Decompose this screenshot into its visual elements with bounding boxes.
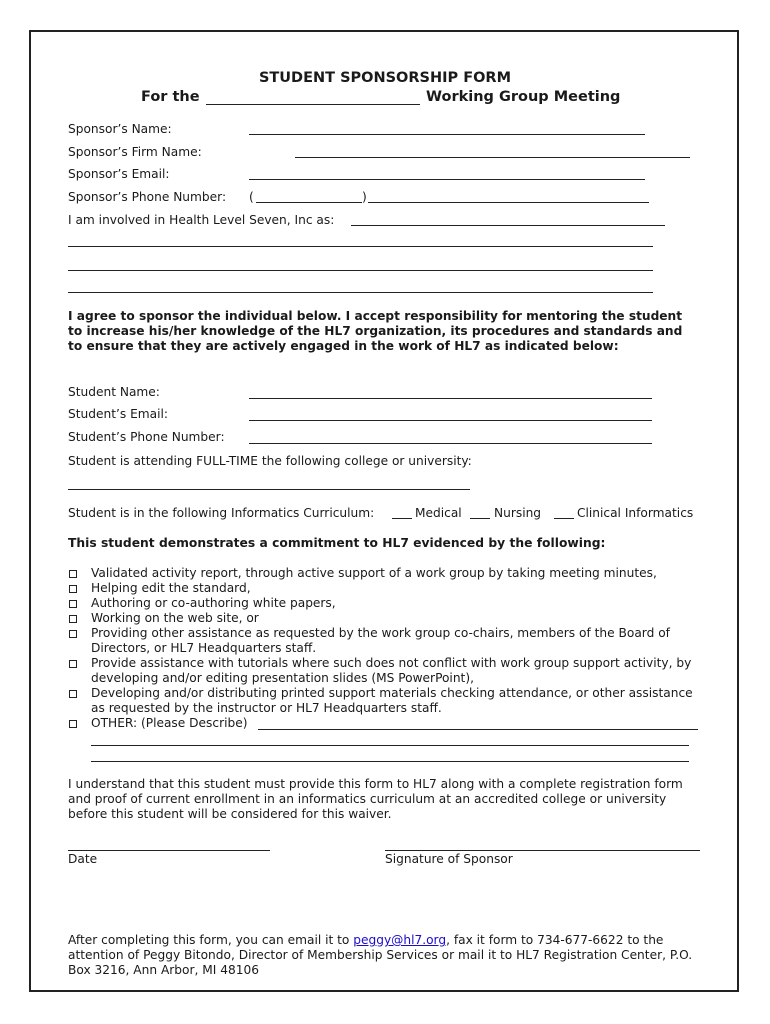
student-name-label: Student Name: [68,385,160,399]
agreement-text: I agree to sponsor the individual below. I accept responsibility for mentoring the student to increase his/her knowledge of the HL7 organization, its procedures and standards and to ensure that they are actively engaged in the work of HL7 as indicated below: [68,309,683,353]
involvement-line-3[interactable] [68,270,653,271]
curriculum-nursing: Nursing [494,506,542,520]
sponsor-name-field[interactable] [249,134,645,135]
footer-after-email: , fax it form to 734-677-6622 to the attention of Peggy Bitondo, Director of Membership Services or mail it to HL7 Registration Center, P.O. Box 3216, Ann Arbor, MI 48106 [68,933,693,977]
checkbox-icon[interactable] [69,720,77,728]
understanding-text: I understand that this student must provide this form to HL7 along with a complete registration form and proof of current enrollment in an informatics curriculum at an accredited college or university before this student will be considered for this waiver. [68,777,683,821]
student-email-field[interactable] [249,420,652,421]
curriculum-nursing-blank[interactable] [470,518,490,519]
curriculum-medical-blank[interactable] [392,518,412,519]
commitment-other: OTHER: (Please Describe) [91,716,248,730]
sponsor-phone-label: Sponsor’s Phone Number: [68,190,227,204]
commitment-item: Developing and/or distributing printed support materials checking attendance, or other assistance as requested by the instructor or HL7 Headquarters staff. [91,686,693,715]
email-link[interactable]: peggy@hl7.org [353,933,447,947]
commitment-item: Helping edit the standard, [91,581,251,595]
curriculum-label: Student is in the following Informatics Curriculum: [68,506,375,520]
sponsor-email-label: Sponsor’s Email: [68,167,170,181]
curriculum-clinical-informatics: Clinical Informatics [577,506,694,520]
sponsor-name-label: Sponsor’s Name: [68,122,172,136]
commitment-item: Validated activity report, through active support of a work group by taking meeting minutes, [91,566,657,580]
commitment-item: Provide assistance with tutorials where such does not conflict with work group support activity, by developing and/or editing presentation slides (MS PowerPoint), [91,656,692,685]
curriculum-clinical-blank[interactable] [554,518,574,519]
attending-label: Student is attending FULL-TIME the following college or university: [68,454,472,468]
sponsor-firm-field[interactable] [295,157,690,158]
college-field[interactable] [68,489,470,490]
footer-text [68,933,693,978]
phone-open-paren: ( [249,190,254,204]
curriculum-medical: Medical [415,506,462,520]
sponsor-phone-field[interactable] [368,202,649,203]
student-name-field[interactable] [249,398,652,399]
commitment-item: Providing other assistance as requested by the work group co-chairs, members of the Board of Directors, or HL7 Headquarters staff. [91,626,670,655]
commitment-item: Working on the web site, or [91,611,259,625]
student-phone-label: Student’s Phone Number: [68,430,225,444]
date-field[interactable] [68,850,270,851]
involvement-field[interactable] [351,225,665,226]
checkbox-icon[interactable] [69,570,77,578]
subtitle-suffix: Working Group Meeting [426,89,621,105]
sponsor-firm-label: Sponsor’s Firm Name: [68,145,202,159]
working-group-blank[interactable] [206,104,420,105]
checkbox-icon[interactable] [69,690,77,698]
signature-label: Signature of Sponsor [385,852,513,866]
student-phone-field[interactable] [249,443,652,444]
checkbox-icon[interactable] [69,630,77,638]
commitment-item: Authoring or co-authoring white papers, [91,596,336,610]
involvement-label: I am involved in Health Level Seven, Inc as: [68,213,335,227]
checkbox-icon[interactable] [69,600,77,608]
sponsor-email-field[interactable] [249,179,645,180]
subtitle-prefix: For the [141,89,200,105]
phone-close-paren: ) [362,190,367,204]
involvement-line-4[interactable] [68,292,653,293]
involvement-line-2[interactable] [68,246,653,247]
checkbox-icon[interactable] [69,585,77,593]
other-line-3[interactable] [91,761,689,762]
other-line-2[interactable] [91,745,689,746]
commitment-heading: This student demonstrates a commitment to HL7 evidenced by the following: [68,536,606,550]
footer-before-email: After completing this form, you can email it to [68,933,354,947]
sponsor-area-code-field[interactable] [256,202,362,203]
checkbox-icon[interactable] [69,660,77,668]
other-field[interactable] [258,729,698,730]
student-email-label: Student’s Email: [68,407,168,421]
checkbox-icon[interactable] [69,615,77,623]
form-title: STUDENT SPONSORSHIP FORM [258,70,512,86]
signature-field[interactable] [385,850,700,851]
date-label: Date [68,852,98,866]
